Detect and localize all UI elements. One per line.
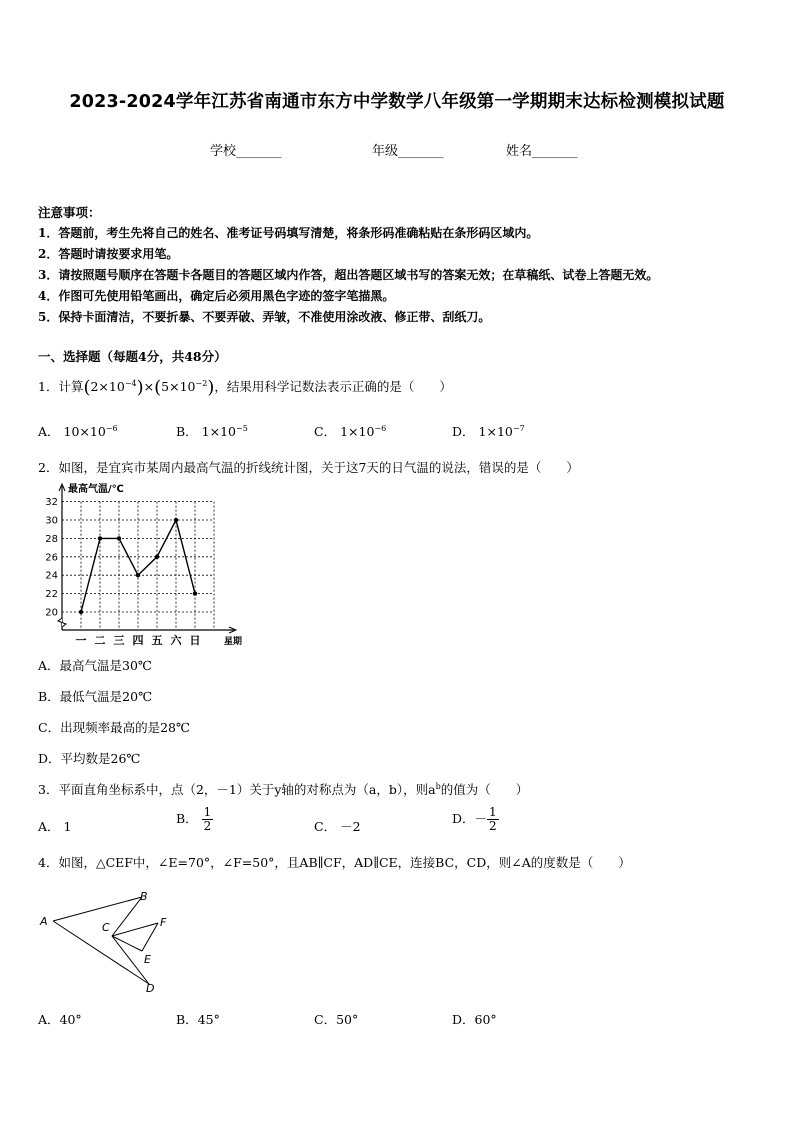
question-4-option-c[interactable]: C．50° [314,1012,359,1027]
y-tick-label: 24 [45,570,58,582]
name-label: 姓名 [506,144,533,159]
point-label-a: A [40,915,48,928]
x-tick-label: 四 [132,634,144,647]
data-point [79,610,83,614]
y-tick-label: 20 [45,607,58,619]
segment-cf [112,923,158,936]
school-field[interactable] [210,140,282,159]
page-title: 2023-2024学年江苏省南通市东方中学数学八年级第一学期期末达标检测模拟试题 [69,92,725,112]
y-tick-label: 28 [45,533,58,545]
x-tick-label: 三 [113,634,125,647]
chart-axes [45,484,236,647]
point-label-c: C [102,921,110,934]
school-label: 学校 [210,144,237,159]
question-4-option-a[interactable]: A．40° [38,1012,82,1027]
segment-bc [112,897,142,936]
question-4-option-b[interactable]: B．45° [176,1012,220,1027]
point-label-f: F [160,916,167,929]
x-tick-label: 二 [94,634,106,647]
note-item: 2．答题时请按要求用笔。 [38,247,179,261]
question-4-stem: 4．如图，△CEF中，∠E=70°，∠F=50°，且AB∥CF，AD∥CE，连接BC，CD，则∠A的度数是（ ） [38,855,631,870]
question-3-option-c[interactable]: C． －2 [314,819,361,834]
y-tick-label: 22 [45,589,58,601]
question-3-option-d[interactable]: D．－ $\frac{1}{2}$ [452,805,497,833]
question-2-option-b[interactable]: B．最低气温是20℃ [38,689,153,704]
grade-label: 年级 [372,144,399,159]
y-tick-label: 26 [45,552,58,564]
question-3-option-a[interactable]: A． 1 [38,819,72,834]
grade-blank: _______ [398,144,444,159]
segment-ad [53,921,149,984]
segment-ab [53,897,142,921]
question-2-option-c[interactable]: C．出现频率最高的是28℃ [38,720,190,735]
question-2-option-a[interactable]: A．最高气温是30℃ [38,658,152,673]
y-tick-label: 32 [45,497,58,509]
question-1-option-a[interactable]: A． $10\times 10^{-6}$ [38,423,118,439]
section-heading: 一、选择题（每题4分，共48分） [38,349,227,364]
question-1-option-d[interactable]: D． $1\times 10^{-7}$ [452,423,525,439]
question-1-option-b[interactable]: B． $1\times 10^{-5}$ [176,423,248,439]
notes-heading: 注意事项： [38,205,101,220]
point-label-e: E [144,953,151,966]
segment-ce [112,936,142,951]
chart-x-label: 星期 [224,637,243,647]
data-point [117,536,121,540]
question-1-option-c[interactable]: C． $1\times 10^{-6}$ [314,423,387,439]
chart-grid [62,502,214,630]
name-blank: _______ [532,144,578,159]
data-point [98,536,102,540]
question-4-option-d[interactable]: D．60° [452,1012,497,1027]
geometry-figure [36,888,186,996]
question-2-option-d[interactable]: D．平均数是26℃ [38,751,141,766]
note-item: 3．请按照题号顺序在答题卡各题目的答题区域内作答，超出答题区域书写的答案无效；在草稿纸、试卷上答题无效。 [38,268,659,282]
x-tick-label: 一 [75,634,87,647]
note-item: 5．保持卡面清洁，不要折暴、不要弄破、弄皱，不准使用涂改液、修正带、刮纸刀。 [38,310,491,324]
x-tick-label: 五 [151,634,163,647]
question-3-option-b[interactable]: B． $\frac{1}{2}$ [176,805,212,833]
axis-break [58,618,66,627]
data-point [193,591,197,595]
point-label-d: D [146,982,155,995]
x-tick-label: 六 [170,634,182,647]
y-tick-label: 30 [45,515,58,527]
question-1-stem: 1．计算$(2\times 10^{-4})\times(5\times 10^{-2})$，结果用科学记数法表示正确的是（ ） [38,377,452,398]
temperature-line-chart [38,478,258,650]
question-3-stem: 3．平面直角坐标系中，点（2，－1）关于y轴的对称点为（a，b），则$a^b$的值为（ ） [38,781,529,797]
note-item: 4．作图可先使用铅笔画出，确定后必须用黑色字迹的签字笔描黑。 [38,289,395,303]
chart-y-label: 最高气温/℃ [68,484,124,495]
name-field[interactable] [506,140,578,159]
grade-field[interactable] [372,140,444,159]
school-blank: _______ [236,144,282,159]
point-label-b: B [140,890,148,903]
data-point [136,573,140,577]
data-point [155,555,159,559]
question-2-stem: 2．如图，是宜宾市某周内最高气温的折线统计图，关于这7天的日气温的说法，错误的是（ ） [38,460,579,475]
x-tick-label: 日 [189,634,201,647]
note-item: 1．答题前，考生先将自己的姓名、准考证号码填写清楚，将条形码准确粘贴在条形码区域内。 [38,226,539,240]
data-point [174,518,178,522]
